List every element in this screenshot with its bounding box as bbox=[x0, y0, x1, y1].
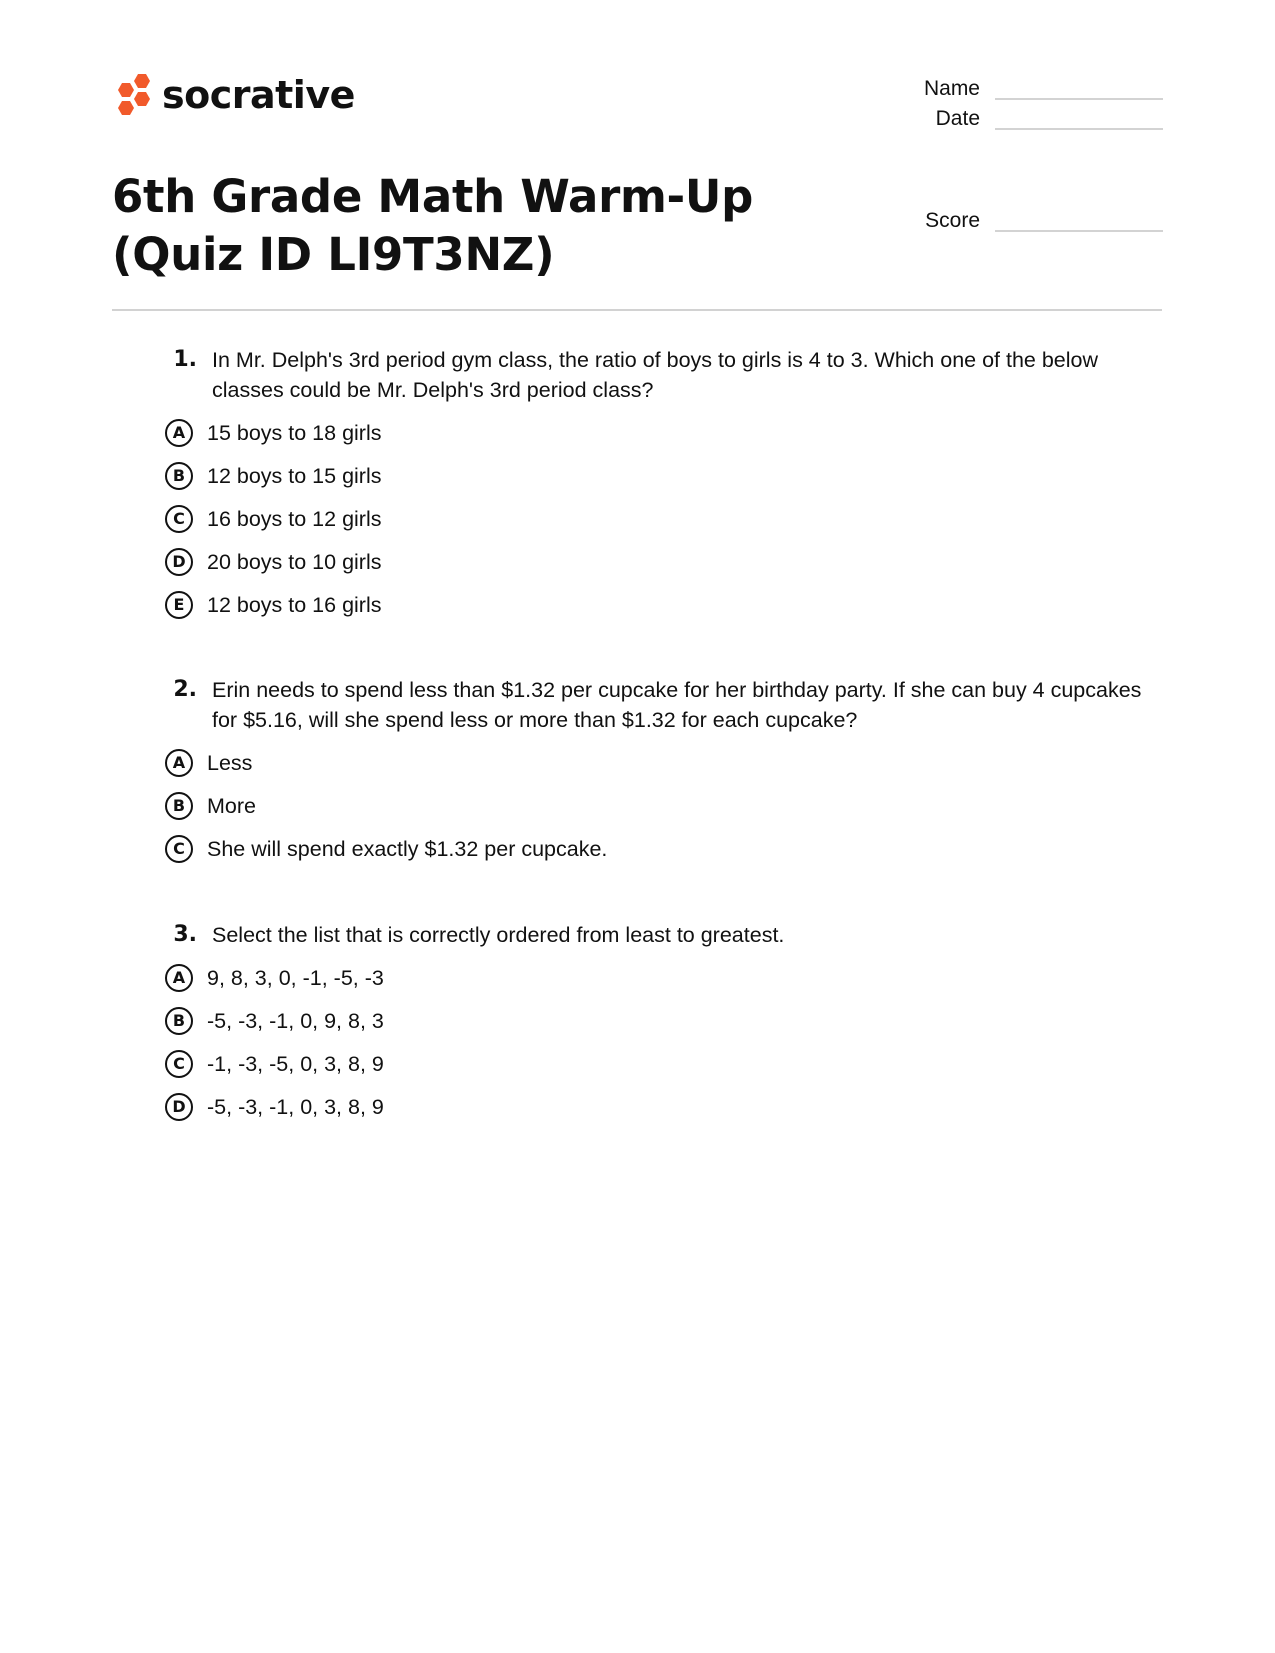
option-text: 12 boys to 15 girls bbox=[207, 463, 382, 488]
date-line[interactable] bbox=[995, 128, 1163, 130]
option-text: 20 boys to 10 girls bbox=[207, 549, 382, 574]
option-text: -1, -3, -5, 0, 3, 8, 9 bbox=[207, 1051, 384, 1076]
question-text: In Mr. Delph's 3rd period gym class, the ratio of boys to girls is 4 to 3. Which one of the below classes could be Mr. Delph's 3rd period class? bbox=[212, 348, 1099, 402]
answer-bubble-d[interactable]: D bbox=[165, 1093, 193, 1121]
option-text: She will spend exactly $1.32 per cupcake. bbox=[207, 836, 608, 861]
option-b[interactable] bbox=[165, 784, 1165, 827]
option-text: Less bbox=[207, 750, 253, 775]
option-text: 15 boys to 18 girls bbox=[207, 420, 382, 445]
answer-options bbox=[165, 411, 1165, 626]
option-c[interactable] bbox=[165, 827, 1165, 870]
option-d[interactable] bbox=[165, 1085, 1165, 1128]
name-line[interactable] bbox=[995, 98, 1163, 100]
option-a[interactable] bbox=[165, 741, 1165, 784]
date-field[interactable] bbox=[880, 106, 1170, 136]
answer-options bbox=[165, 741, 1165, 870]
option-a[interactable] bbox=[165, 956, 1165, 999]
option-e[interactable] bbox=[165, 583, 1165, 626]
answer-bubble-c[interactable]: C bbox=[165, 505, 193, 533]
name-label: Name bbox=[923, 77, 980, 100]
score-field[interactable] bbox=[880, 208, 1170, 238]
answer-bubble-a[interactable]: A bbox=[165, 964, 193, 992]
question-number: 3. bbox=[173, 922, 197, 947]
answer-bubble-c[interactable]: C bbox=[165, 1050, 193, 1078]
answer-bubble-a[interactable]: A bbox=[165, 419, 193, 447]
hexagon-cluster-icon bbox=[112, 72, 152, 122]
option-text: 16 boys to 12 girls bbox=[207, 506, 382, 531]
answer-bubble-a[interactable]: A bbox=[165, 749, 193, 777]
question-1 bbox=[165, 345, 1165, 626]
option-d[interactable] bbox=[165, 540, 1165, 583]
option-c[interactable] bbox=[165, 1042, 1165, 1085]
option-b[interactable] bbox=[165, 999, 1165, 1042]
option-text: 9, 8, 3, 0, -1, -5, -3 bbox=[207, 965, 384, 990]
score-line[interactable] bbox=[995, 230, 1163, 232]
answer-options bbox=[165, 956, 1165, 1128]
question-3 bbox=[165, 920, 1165, 1128]
option-b[interactable] bbox=[165, 454, 1165, 497]
option-text: 12 boys to 16 girls bbox=[207, 592, 382, 617]
answer-bubble-b[interactable]: B bbox=[165, 462, 193, 490]
brand-name: socrative bbox=[162, 73, 355, 117]
answer-bubble-c[interactable]: C bbox=[165, 835, 193, 863]
question-text: Erin needs to spend less than $1.32 per cupcake for her birthday party. If she can buy 4 cupcakes for $5.16, will she spend less or more than $1.32 for each cupcake? bbox=[212, 678, 1142, 732]
option-a[interactable] bbox=[165, 411, 1165, 454]
question-number: 1. bbox=[173, 347, 197, 372]
page-title: 6th Grade Math Warm-Up (Quiz ID LI9T3NZ) bbox=[112, 170, 754, 281]
question-2 bbox=[165, 675, 1165, 870]
answer-bubble-b[interactable]: B bbox=[165, 792, 193, 820]
name-field[interactable] bbox=[880, 76, 1170, 106]
option-text: -5, -3, -1, 0, 9, 8, 3 bbox=[207, 1008, 384, 1033]
option-c[interactable] bbox=[165, 497, 1165, 540]
option-text: More bbox=[207, 793, 256, 818]
question-text: Select the list that is correctly ordered from least to greatest. bbox=[212, 923, 785, 947]
socrative-logo bbox=[112, 72, 355, 122]
score-label: Score bbox=[925, 209, 980, 232]
question-number: 2. bbox=[173, 677, 197, 702]
date-label: Date bbox=[935, 107, 980, 130]
answer-bubble-d[interactable]: D bbox=[165, 548, 193, 576]
header-divider bbox=[112, 309, 1162, 311]
option-text: -5, -3, -1, 0, 3, 8, 9 bbox=[207, 1094, 384, 1119]
answer-bubble-e[interactable]: E bbox=[165, 591, 193, 619]
answer-bubble-b[interactable]: B bbox=[165, 1007, 193, 1035]
